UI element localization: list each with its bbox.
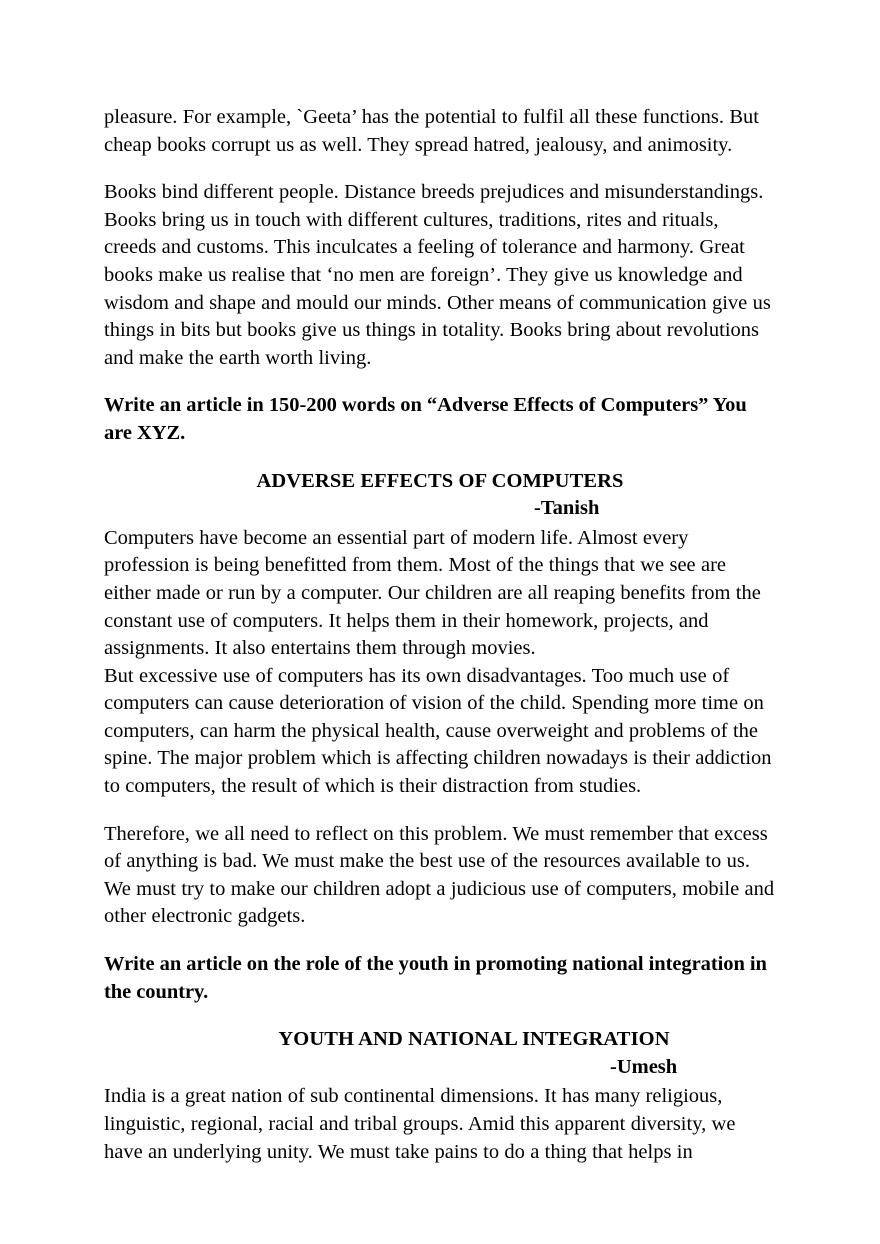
paragraph-books-pleasure: pleasure. For example, `Geeta’ has the potential to fulfil all these functions. But cheap books corrupt us as well. They spread hatred, jealousy, and animosity. — [104, 106, 759, 156]
paragraph-books-bind: Books bind different people. Distance breeds prejudices and misunderstandings. Books bring us in touch with different cultures, traditions, rites and rituals, creeds and customs. This inculcates a feeling of tolerance and harmony. Great books make us realise that ‘no men are foreign’. They give us knowledge and wisdom and shape and mould our minds. Other means of communication give us things in bits but books give us things in totality. Books bring about revolutions and make the earth worth living. — [104, 181, 771, 369]
paragraph-youth-intro: India is a great nation of sub continental dimensions. It has many religious, linguistic, regional, racial and tribal groups. Amid this apparent diversity, we have an underlying unity. We must take pains to do a thing that helps in — [104, 1085, 736, 1163]
prompt-youth-national-integration: Write an article on the role of the youth in promoting national integration in the country. — [104, 953, 767, 1003]
article-title-youth: YOUTH AND NATIONAL INTEGRATION — [278, 1028, 670, 1051]
prompt-adverse-effects-of-computers: Write an article in 150-200 words on “Adverse Effects of Computers” You are XYZ. — [104, 394, 747, 444]
paragraph-computers-conclusion: Therefore, we all need to reflect on this problem. We must remember that excess of anything is bad. We must make the best use of the resources available to us. We must try to make our children adopt a judicious use of computers, mobile and other electronic gadgets. — [104, 822, 775, 928]
paragraph-computers-intro: Computers have become an essential part of modern life. Almost every profession is being benefitted from them. Most of the things that we see are either made or run by a computer. Our children are all reaping benefits from the constant use of computers. It helps them in their homework, projects, and assignments. It also entertains them through movies. — [104, 526, 761, 660]
article-title-computers: ADVERSE EFFECTS OF COMPUTERS — [256, 469, 624, 492]
document-body — [104, 104, 776, 1166]
article-byline-youth: -Umesh — [610, 1055, 678, 1078]
article-byline-computers: -Tanish — [534, 497, 600, 520]
paragraph-computers-drawbacks: But excessive use of computers has its own disadvantages. Too much use of computers can cause deterioration of vision of the child. Spending more time on computers, can harm the physical health, cause overweight and problems of the spine. The major problem which is affecting children nowadays is their addiction to computers, the result of which is their distraction from studies. — [104, 664, 772, 798]
